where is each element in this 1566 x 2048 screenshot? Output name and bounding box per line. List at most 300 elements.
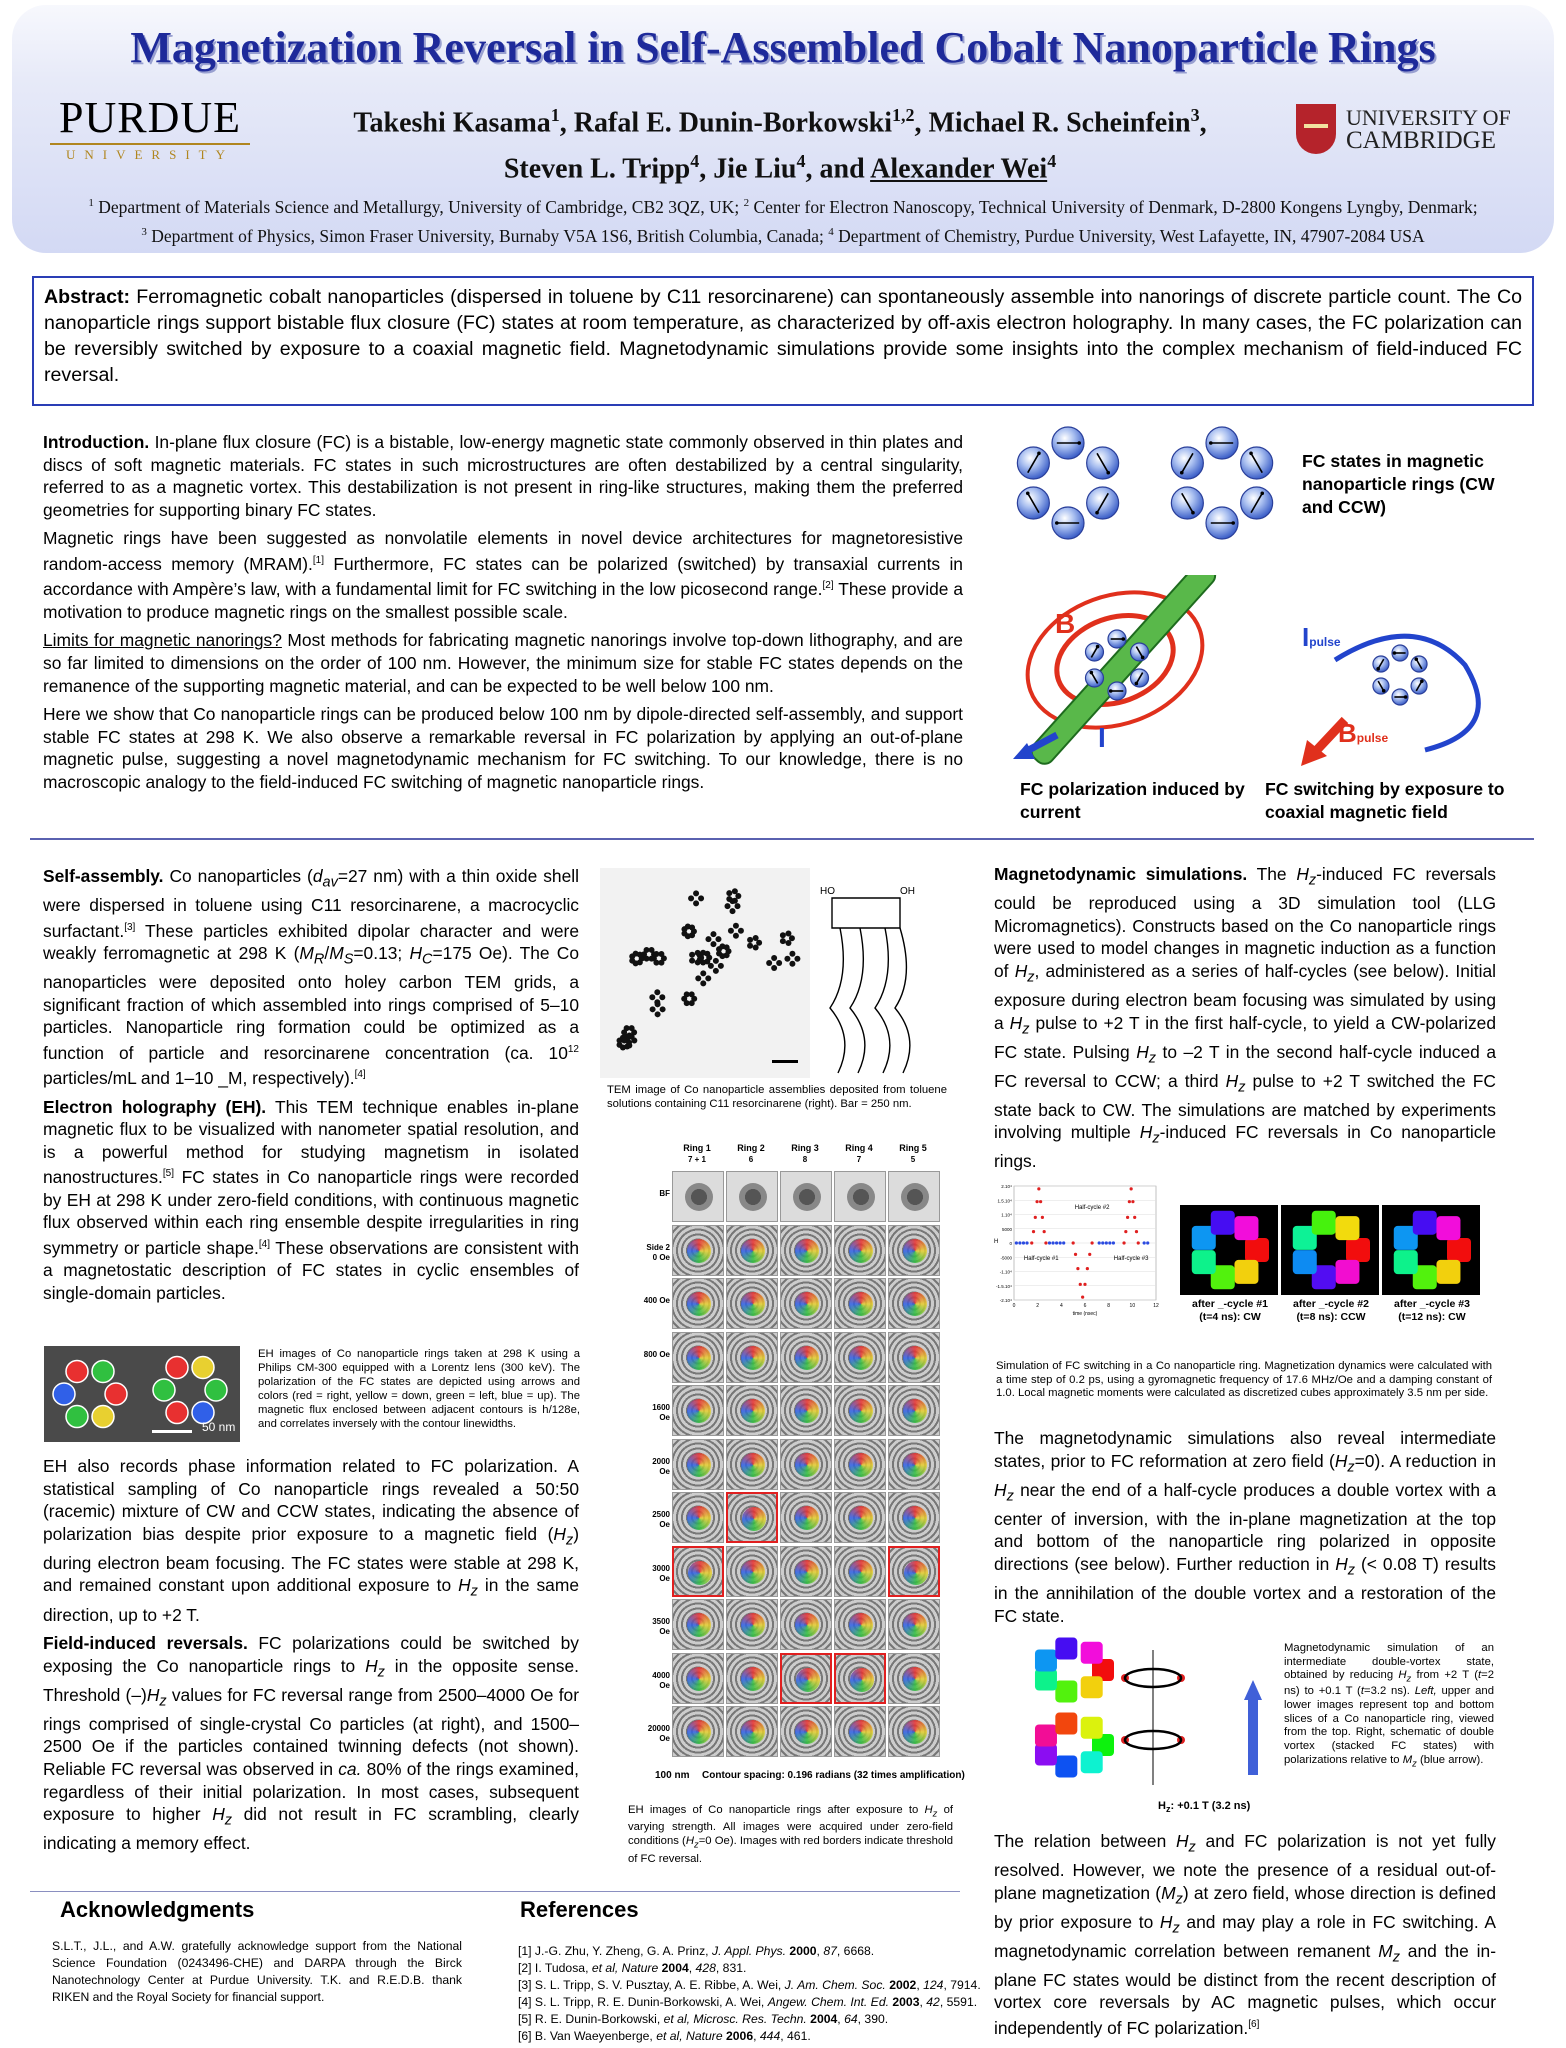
data-point	[1098, 1241, 1101, 1244]
reference-item: [1] J.-G. Zhu, Y. Zheng, G. A. Prinz, J. Appl. Phys. 2000, 87, 6668.	[518, 1944, 875, 1958]
grid-row-label: 800 Oe	[643, 1349, 670, 1359]
grid-cell	[834, 1225, 886, 1276]
hz-chart	[986, 1178, 1166, 1338]
purdue-logo	[50, 93, 250, 163]
tem-particle	[689, 952, 695, 958]
tem-particle	[658, 951, 664, 957]
double-vortex-caption: Magnetodynamic simulation of an intermediate double-vortex state, obtained by reducing $H_z$ from +2 T (t=2 ns) to +0.1 T (t=3.2 ns). Left, upper and lower images represent top and bottom slices of a Co nanoparticle ring, viewed from the top. Right, schematic of double vortex (stacked FC states) with polarizations relative to $M_z$ (blue arrow).	[1284, 1642, 1494, 1769]
grid-cell	[888, 1385, 940, 1436]
data-point	[1086, 1267, 1089, 1270]
data-point	[1030, 1241, 1033, 1244]
grid-cell	[834, 1492, 886, 1543]
ccw-ring	[1171, 427, 1272, 539]
reference-item: [2] I. Tudosa, et al, Nature 2004, 428, 831.	[518, 1961, 747, 1975]
data-point	[1143, 1241, 1146, 1244]
simulation-particle	[1447, 1238, 1471, 1262]
x-tick-label: 12	[1153, 1303, 1159, 1309]
grid-cell	[888, 1546, 940, 1597]
tem-particle	[724, 944, 730, 950]
footer-divider	[30, 1891, 960, 1892]
data-point	[1039, 1200, 1042, 1203]
tem-particle	[700, 970, 706, 976]
data-point	[1076, 1267, 1079, 1270]
grid-cell	[780, 1385, 832, 1436]
label-i: I	[1098, 722, 1106, 753]
simulation-labels	[1180, 1298, 1480, 1338]
tem-particle	[747, 943, 753, 949]
grid-cell	[672, 1546, 724, 1597]
tem-particle	[695, 959, 701, 965]
cw-ring	[1017, 427, 1118, 539]
simulation-particle	[1312, 1211, 1336, 1235]
eh-phase-text: EH also records phase information related to FC polarization. A statistical sampling of Co nanoparticle rings revealed a 50:50 (racemic) mixture of CW and CCW states, indicating the absence of polarization bias despite prior exposure to a magnetic field $(H_z)$ during electron beam focusing. The FC states were stable at 298 K, and remained constant upon additional exposure to $H_z$ in the same direction, up to +2 T. Field-induced reversals. FC polarizations could be switched by exposing the Co nanoparticle rings to $H_z$ in the opposite sense. Threshold $(-)H_z$ values for FC reversal range from 2500–4000 Oe for rings comprised of single-crystal Co particles (at right), and 1500–2500 Oe if the particles contained twinning defects (not shown). Reliable FC reversal was observed in ca. 80% of the rings examined, regardless of their initial polarization. In most cases, subsequent exposure to higher $H_z$ did not result in FC scrambling, clearly indicating a memory effect.	[43, 1456, 580, 1854]
tem-particle	[784, 956, 790, 962]
eh-particle	[92, 1360, 114, 1382]
section-divider	[30, 838, 1534, 840]
grid-cell	[780, 1225, 832, 1276]
grid-row-label: 2000 Oe	[652, 1456, 670, 1476]
data-point	[1035, 1200, 1038, 1203]
double-vortex-particle	[1055, 1680, 1077, 1702]
grid-cell	[888, 1278, 940, 1329]
tem-particle	[704, 951, 710, 957]
tem-particle	[730, 908, 736, 914]
data-point	[1133, 1216, 1136, 1219]
simulation-label: after _-cycle #3 (t=12 ns): CW	[1394, 1298, 1470, 1323]
tem-image	[600, 868, 950, 1078]
grid-caption: EH images of Co nanoparticle rings after exposure to $H_z$ of varying strength. All images were acquired under zero-field conditions ($H_z=0$ Oe). Images with red borders indicate threshold of FC reversal.	[628, 1804, 954, 1865]
simulation-particle	[1234, 1260, 1258, 1284]
y-tick-label: 5000	[1001, 1226, 1012, 1232]
fc-states-label: FC states in magnetic nanoparticle rings (CW and CCW)	[1302, 451, 1495, 517]
grid-cell	[726, 1492, 778, 1543]
data-point	[1074, 1253, 1077, 1256]
grid-cell	[672, 1171, 724, 1222]
tem-particle	[733, 933, 739, 939]
double-vortex-particle	[1035, 1669, 1057, 1691]
data-point	[1137, 1241, 1140, 1244]
tem-particle	[698, 895, 704, 901]
data-point	[1135, 1230, 1138, 1233]
grid-row-label: 2500 Oe	[652, 1510, 670, 1529]
simulation-snapshots	[1180, 1205, 1480, 1295]
grid-cell	[726, 1546, 778, 1597]
tem-particle	[660, 1006, 666, 1012]
cambridge-line-2: CAMBRIDGE	[1346, 127, 1497, 154]
tem-particle	[689, 958, 695, 964]
data-point	[1112, 1241, 1115, 1244]
tem-particle	[753, 935, 759, 941]
current-caption: FC polarization induced by current	[1020, 779, 1245, 822]
tem-particle	[789, 961, 795, 967]
simulation-label: after _-cycle #2 (t=8 ns): CCW	[1293, 1298, 1369, 1323]
intermediate-text: The magnetodynamic simulations also reveal intermediate states, prior to FC reformation at zero field $(H_z=0)$. A reduction in $H_z$ near the end of a half-cycle produces a double vortex with a center of inversion, with the in-plane magnetization at the top and bottom of the nanoparticle ring polarized in opposite directions (see below). Further reduction in $H_z$ (< 0.08 T) results in the annihilation of the double vortex and a restoration of the FC state.	[994, 1428, 1497, 1626]
chart-annotation: Half-cycle #2	[1074, 1204, 1110, 1211]
affiliations-line-2: $^3$ Department of Physics, Simon Fraser University, Burnaby V5A 1S6, British Columbia, Canada; $^4$ Department of Chemistry, Purdue University, West Lafayette, IN, 47907-2084 USA	[141, 226, 1425, 246]
tem-particle	[695, 975, 701, 981]
grid-cell	[888, 1171, 940, 1222]
x-tick-label: 8	[1107, 1303, 1111, 1309]
affiliations-line-1: $^1$ Department of Materials Science and Metallurgy, University of Cambridge, CB2 3QZ, UK; $^2$ Center for Electron Nanoscopy, Technical University of Denmark, D-2800 Kongens Lyngby, Denmark;	[88, 197, 1478, 217]
tem-particle	[654, 989, 660, 995]
eh-particle	[66, 1406, 88, 1428]
authors	[270, 96, 1290, 189]
data-point	[1105, 1241, 1108, 1244]
cambridge-line-1: UNIVERSITY OF	[1346, 105, 1511, 130]
tem-particle	[710, 941, 716, 947]
tem-particle	[728, 928, 734, 934]
data-point	[1079, 1283, 1082, 1286]
grid-cell	[672, 1278, 724, 1329]
x-axis-label: time (nsec)	[1072, 1311, 1098, 1317]
grid-row-label: 400 Oe	[643, 1296, 670, 1305]
grid-row-label: Side 2 0 Oe	[646, 1242, 670, 1262]
grid-cell	[726, 1225, 778, 1276]
data-point	[1062, 1241, 1065, 1244]
simulation-particle	[1413, 1211, 1437, 1235]
double-vortex-particle	[1035, 1649, 1057, 1671]
tem-particle	[785, 940, 791, 946]
grid-cell	[672, 1439, 724, 1490]
data-point	[1059, 1241, 1062, 1244]
eh-particle	[92, 1406, 114, 1428]
simulation-label: after _-cycle #1 (t=4 ns): CW	[1192, 1298, 1268, 1323]
y-tick-label: 1.10⁴	[1001, 1212, 1012, 1218]
tem-particle	[693, 890, 699, 896]
molecule-oh: OH	[900, 886, 915, 897]
grid-cell	[726, 1171, 778, 1222]
tem-particle	[689, 924, 695, 930]
tem-particle	[700, 980, 706, 986]
label-b: B	[1055, 608, 1076, 639]
tem-caption: TEM image of Co nanoparticle assemblies deposited from toluene solutions containing C11 resorcinarene (right). Bar = 250 nm.	[607, 1084, 947, 1110]
grid-cell	[834, 1171, 886, 1222]
authors-line-2: Steven L. Tripp$^4$, Jie Liu$^4$, and Alexander Wei$^4$	[503, 151, 1057, 185]
grid-cell	[834, 1706, 886, 1757]
introduction-text: Introduction. In-plane flux closure (FC) is a bistable, low-energy magnetic state commonly observed in thin plates and discs of soft magnetic materials. FC states in such microstructures are often destabilized by a central singularity, referred to as a magnetic vortex. This destabilization is not present in ring-like structures, making them the preferred geometries for supporting binary FC states. Magnetic rings have been suggested as nonvolatile elements in novel device architectures for magnetoresistive random-access memory (MRAM).[1] Furthermore, FC states can be polarized (switched) by transaxial currents in accordance with Ampère’s law, with a fundamental limit for FC switching in the low picosecond range.[2] These provide a motivation to produce magnetic rings on the smallest possible scale. Limits for magnetic nanorings? Most methods for fabricating magnetic nanorings involve top-down lithography, and are so far limited to dimensions on the order of 100 nm. However, the minimum size for stable FC states depends on the remanence of the supporting magnetic material, and can be expected to be well below 100 nm. Here we show that Co nanoparticle rings can be produced below 100 nm by dipole-directed self-assembly, and support stable FC states at 298 K. We also observe a remarkable reversal in FC polarization by applying an out-of-plane magnetic pulse, suggesting a novel magnetodynamic mechanism for FC switching. To our knowledge, there is no macroscopic analogy to the field-induced FC switching of magnetic nanoparticle rings.	[43, 432, 963, 792]
grid-cell	[888, 1332, 940, 1383]
tem-particle	[693, 900, 699, 906]
x-tick-label: 10	[1129, 1303, 1136, 1309]
data-point	[1131, 1200, 1134, 1203]
grid-cell	[672, 1225, 724, 1276]
tem-particle	[655, 1001, 661, 1007]
grid-ring-header: Ring 2 6	[737, 1143, 765, 1164]
coaxial-caption: FC switching by exposure to coaxial magnetic field	[1265, 779, 1505, 822]
grid-cell	[672, 1653, 724, 1704]
grid-cell	[780, 1439, 832, 1490]
double-vortex-particle	[1081, 1751, 1103, 1773]
tem-particle	[689, 991, 695, 997]
eh-particle	[105, 1383, 127, 1405]
y-tick-label: 0	[1009, 1241, 1012, 1246]
double-vortex-particle	[1035, 1744, 1057, 1766]
molecule-ho: HO	[820, 886, 835, 897]
grid-cell	[888, 1225, 940, 1276]
double-vortex-label: $H_z$: +0.1 T (3.2 ns)	[1158, 1800, 1251, 1815]
eh-particle	[192, 1356, 214, 1378]
grid-cell	[780, 1332, 832, 1383]
grid-cell	[834, 1599, 886, 1650]
data-point	[1034, 1216, 1037, 1219]
simulation-particle	[1346, 1238, 1370, 1262]
data-point	[1108, 1241, 1111, 1244]
data-point	[1130, 1187, 1133, 1190]
eh-field-grid	[640, 1143, 940, 1783]
eh-particle	[153, 1379, 175, 1401]
tem-particle	[780, 938, 786, 944]
grid-cell	[672, 1706, 724, 1757]
grid-cell	[672, 1332, 724, 1383]
grid-cell	[780, 1653, 832, 1704]
tem-particle	[776, 960, 782, 966]
grid-row-label: BF	[659, 1189, 670, 1198]
tem-particle	[771, 955, 777, 961]
magnetodynamic-text: Magnetodynamic simulations. The $H_z$-induced FC reversals could be reproduced using a 3D simulation tool (LLG Micromagnetics). Constructs based on the Co nanoparticle rings were used to model changes in magnetic induction as a function of $H_z$, administered as a series of half-cycles (see below). Initial exposure during electron beam focusing was simulated by using a $H_z$ pulse to +2 T in the first half-cycle, to yield a CW-polarized FC state. Pulsing $H_z$ to –2 T in the second half-cycle induced a FC reversal to CCW; a third $H_z$ pulse to +2 T switched the FC state back to CW. The simulations are matched by experiments involving multiple $H_z$-induced FC reversals in Co nanoparticle rings.	[994, 864, 1496, 1172]
scale-bar-50nm: 50 nm	[202, 1420, 236, 1434]
authors-line-1: Takeshi Kasama$^1$, Rafal E. Dunin-Borkowski$^{1,2}$, Michael R. Scheinfein$^3$,	[353, 105, 1207, 139]
tem-particle	[766, 960, 772, 966]
data-point	[1044, 1241, 1047, 1244]
tem-particle	[705, 936, 711, 942]
grid-cell	[834, 1385, 886, 1436]
tem-particle	[718, 963, 724, 969]
acknowledgments-text: S.L.T., J.L., and A.W. gratefully acknowledge support from the National Science Foundation (0243496-CHE) and DARPA through the Birck Nanotechnology Center at Purdue University. T.K. and R.E.D.B. thank RIKEN and the Royal Society for financial support.	[52, 1939, 462, 2004]
eh-particle	[53, 1383, 75, 1405]
tem-particle	[785, 930, 791, 936]
grid-cell	[780, 1546, 832, 1597]
tem-particle	[780, 932, 786, 938]
tem-particle	[688, 895, 694, 901]
y-tick-label: -1.5.10⁴	[996, 1283, 1012, 1289]
grid-cell	[834, 1653, 886, 1704]
simulation-particle	[1293, 1250, 1317, 1274]
x-tick-label: 4	[1059, 1303, 1063, 1309]
simulation-particle	[1335, 1216, 1359, 1240]
grid-cell	[780, 1171, 832, 1222]
grid-cell	[726, 1706, 778, 1757]
tem-particle	[726, 890, 732, 896]
simulation-particle	[1192, 1250, 1216, 1274]
simulation-particle	[1245, 1238, 1269, 1262]
double-vortex-particle	[1035, 1724, 1057, 1746]
cambridge-logo	[1296, 104, 1518, 154]
data-point	[1101, 1241, 1104, 1244]
tem-particle	[789, 951, 795, 957]
reference-item: [4] S. L. Tripp, R. E. Dunin-Borkowski, A. Wei, Angew. Chem. Int. Ed. 2003, 42, 5591.	[518, 1995, 978, 2009]
grid-cell	[726, 1385, 778, 1436]
references-list	[518, 1943, 998, 2045]
reference-item: [6] B. Van Waeyenberge, et al, Nature 2006, 444, 461.	[518, 2029, 811, 2043]
tem-particle	[649, 994, 655, 1000]
double-vortex-particle	[1081, 1642, 1103, 1664]
grid-cell	[834, 1332, 886, 1383]
grid-cell	[672, 1385, 724, 1436]
references-heading: References	[520, 1897, 639, 1922]
x-tick-label: 0	[1012, 1303, 1016, 1309]
grid-row-label: 4000 Oe	[652, 1670, 670, 1690]
chart-annotation: Half-cycle #3	[1113, 1256, 1149, 1263]
tem-particle	[753, 945, 759, 951]
data-point	[1025, 1241, 1028, 1244]
grid-cell	[888, 1439, 940, 1490]
tem-particle	[713, 958, 719, 964]
relation-text: The relation between $H_z$ and FC polarization is not yet fully resolved. However, we note the presence of a residual out-of-plane magnetization $(M_z)$ at zero field, whose direction is defined by prior exposure to $H_z$ and may play a role in FC switching. A magnetodynamic correlation between remanent $M_z$ and the in-plane FC states would be distinct from the recent description of vortex core reversals by AC magnetic pulses, which occur independently of FC polarization.[6]	[994, 1831, 1497, 2038]
acknowledgments-heading: Acknowledgments	[60, 1897, 255, 1922]
grid-cell	[726, 1599, 778, 1650]
purdue-subtitle: UNIVERSITY	[50, 143, 250, 163]
self-assembly-text: Self-assembly. Co nanoparticles ($d_{av}=27$ nm) with a thin oxide shell were dispersed in toluene using C11 resorcinarene, a macrocyclic surfactant.[3] These particles exhibited dipolar character and were weakly ferromagnetic at 298 K ($M_R/M_S=0.13$; $H_C=175$ Oe). The Co nanoparticles were deposited onto holey carbon TEM grids, a significant fraction of which assembled into rings comprised of 5–10 particles. Nanoparticle ring formation could be optimized as a function of particle and resorcinarene concentration (ca. $10^{12}$ particles/mL and 1–10 _M, respectively).[4] Electron holography (EH). This TEM technique enables in-plane magnetic flux to be visualized with nanometer spatial resolution, and is a powerful method for studying magnetism in isolated nanostructures.[5] FC states in Co nanoparticle rings were recorded by EH at 298 K under zero-field conditions, with continuous magnetic flux observed within each ring ensemble despite irregularities in ring symmetry or particle shape.[4] These observations are consistent with a magnetostatic description of FC states in cyclic ensembles of single-domain particles.	[43, 866, 579, 1304]
eh-particle	[166, 1356, 188, 1378]
data-point	[1041, 1216, 1044, 1219]
tem-particle	[650, 1006, 656, 1012]
double-vortex-particle	[1081, 1676, 1103, 1698]
grid-row-label: 1600 Oe	[652, 1403, 670, 1422]
tem-particle	[735, 903, 741, 909]
data-point	[1055, 1241, 1058, 1244]
grid-cell	[834, 1278, 886, 1329]
purdue-wordmark: PURDUE	[58, 93, 242, 142]
tem-particle	[649, 947, 655, 953]
cambridge-wordmark	[1346, 106, 1511, 152]
grid-cell	[672, 1599, 724, 1650]
simulation-particle	[1436, 1260, 1460, 1284]
grid-cell	[726, 1653, 778, 1704]
tem-particle	[747, 937, 753, 943]
label-bpulse: Bpulse	[1338, 718, 1389, 748]
y-tick-label: -2.10⁴	[999, 1298, 1012, 1303]
data-point	[1146, 1241, 1149, 1244]
x-tick-label: 2	[1036, 1303, 1040, 1309]
data-point	[1048, 1241, 1051, 1244]
tem-particle	[659, 994, 665, 1000]
data-point	[1083, 1283, 1086, 1286]
eh-particle	[205, 1379, 227, 1401]
simulation-particle	[1234, 1216, 1258, 1240]
poster-title: Magnetization Reversal in Self-Assembled Cobalt Nanoparticle Rings	[130, 23, 1436, 72]
data-point	[1124, 1230, 1127, 1233]
grid-row-label: 3500 Oe	[652, 1617, 670, 1636]
current-induced-diagram	[1005, 575, 1235, 775]
reference-item: [5] R. E. Dunin-Borkowski, et al, Microsc. Res. Techn. 2004, 64, 390.	[518, 2012, 889, 2026]
tem-particle	[695, 950, 701, 956]
grid-ring-header: Ring 4 7	[845, 1143, 873, 1164]
grid-cell	[672, 1492, 724, 1543]
data-point	[1128, 1200, 1131, 1203]
cambridge-shield-icon	[1296, 104, 1336, 154]
data-point	[1081, 1296, 1084, 1299]
tem-particle	[738, 928, 744, 934]
grid-cell	[888, 1492, 940, 1543]
simulation-caption: Simulation of FC switching in a Co nanoparticle ring. Magnetization dynamics were calculated with a time step of 0.2 ps, using a gyromagnetic frequency of 17.6 MHz/Oe and a damping constant of 1.0. Local magnetic moments were calculated as discretized cubes approximately 3.5 nm per side.	[996, 1360, 1492, 1399]
data-point	[1051, 1241, 1054, 1244]
eh-particle	[66, 1360, 88, 1382]
grid-scale: 100 nm	[655, 1770, 690, 1781]
tem-particle	[713, 968, 719, 974]
grid-cell	[726, 1278, 778, 1329]
y-tick-label: 1.5.10⁴	[997, 1198, 1012, 1204]
tem-particle	[730, 898, 736, 904]
tem-particle	[794, 956, 800, 962]
double-vortex-particle	[1055, 1755, 1077, 1777]
data-point	[1091, 1241, 1094, 1244]
grid-ring-header: Ring 1 7 + 1	[683, 1143, 711, 1164]
grid-cell	[780, 1706, 832, 1757]
reference-item: [3] S. L. Tripp, S. V. Pusztay, A. E. Ribbe, A. Wei, J. Am. Chem. Soc. 2002, 124, 7914.	[518, 1978, 981, 1992]
tem-particle	[655, 1011, 661, 1017]
data-point	[1037, 1187, 1040, 1190]
simulation-particle	[1211, 1211, 1235, 1235]
double-vortex-figure	[1018, 1630, 1278, 1800]
tem-particle	[733, 923, 739, 929]
tem-particle	[715, 936, 721, 942]
tem-particle	[725, 903, 731, 909]
tem-particle	[626, 1042, 632, 1048]
grid-cell	[780, 1492, 832, 1543]
double-vortex-particle	[1055, 1638, 1077, 1660]
data-point	[1018, 1241, 1021, 1244]
grid-contour-note: Contour spacing: 0.196 radians (32 times amplification)	[702, 1770, 965, 1781]
data-point	[1015, 1241, 1018, 1244]
data-point	[1032, 1230, 1035, 1233]
grid-row-label: 3000 Oe	[652, 1563, 670, 1583]
fc-rings-diagram	[1010, 425, 1290, 543]
simulation-particle	[1394, 1250, 1418, 1274]
tem-particle	[732, 888, 738, 894]
grid-cell	[780, 1278, 832, 1329]
data-point	[1072, 1241, 1075, 1244]
y-axis-label: H	[994, 1239, 999, 1245]
data-point	[1043, 1230, 1046, 1233]
y-tick-label: -5000	[1000, 1255, 1012, 1261]
data-point	[1122, 1241, 1125, 1244]
data-point	[1022, 1241, 1025, 1244]
tem-particle	[705, 975, 711, 981]
simulation-particle	[1335, 1260, 1359, 1284]
x-tick-label: 6	[1083, 1303, 1087, 1309]
grid-cell	[834, 1439, 886, 1490]
eh-caption: EH images of Co nanoparticle rings taken at 298 K using a Philips CM-300 equipped with a Lorentz lens (300 keV). The polarization of the FC states are depicted using arrows and colors (red = right, yellow = down, green = left, blue = up). The magnetic flux enclosed between adjacent contours is h/128e, and correlates inversely with the contour linewidths.	[258, 1348, 580, 1430]
y-tick-label: 2.10⁴	[1001, 1184, 1012, 1189]
grid-ring-header: Ring 5 5	[899, 1143, 927, 1164]
simulation-particle	[1436, 1216, 1460, 1240]
grid-cell	[726, 1332, 778, 1383]
chart-annotation: Half-cycle #1	[1023, 1256, 1059, 1263]
grid-cell	[780, 1599, 832, 1650]
tem-particle	[771, 965, 777, 971]
double-vortex-particle	[1055, 1713, 1077, 1735]
grid-cell	[834, 1546, 886, 1597]
abstract: Abstract: Ferromagnetic cobalt nanoparticles (dispersed in toluene by C11 resorcinarene) can spontaneously assemble into nanorings of discrete particle count. The Co nanoparticle rings support bistable flux closure (FC) states at room temperature, as characterized by off-axis electron holography. In many cases, the FC polarization can be reversibly switched by exposure to a coaxial magnetic field. Magnetodynamic simulations provide some insights into the complex mechanism of field-induced FC reversal.	[32, 276, 1534, 406]
y-tick-label: -1.10⁴	[999, 1269, 1012, 1275]
tem-particle	[631, 1037, 637, 1043]
label-ipulse: Ipulse	[1302, 622, 1341, 652]
grid-ring-header: Ring 3 8	[791, 1143, 819, 1164]
coaxial-ring	[1373, 645, 1427, 705]
eh-particle	[166, 1402, 188, 1424]
grid-cell	[888, 1599, 940, 1650]
tem-particle	[626, 1032, 632, 1038]
tem-particle	[629, 1025, 635, 1031]
double-vortex-particle	[1081, 1717, 1103, 1739]
data-point	[1088, 1253, 1091, 1256]
grid-cell	[726, 1439, 778, 1490]
tem-particle	[621, 1037, 627, 1043]
tem-particle	[710, 931, 716, 937]
grid-cell	[888, 1706, 940, 1757]
grid-row-label: 20000 Oe	[647, 1724, 670, 1743]
grid-cell	[888, 1653, 940, 1704]
